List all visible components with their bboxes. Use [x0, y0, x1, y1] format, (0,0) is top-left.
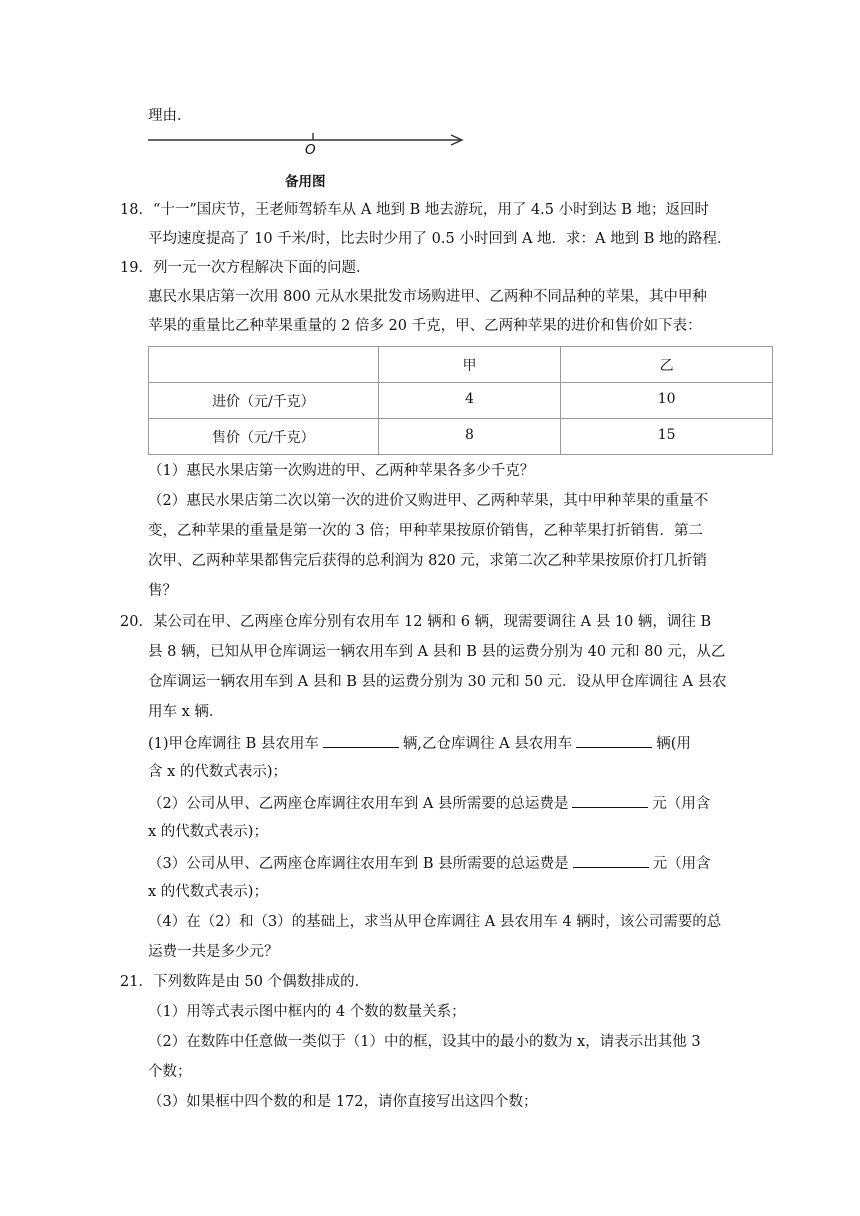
q20-line-2: 县 8 辆，已知从甲仓库调运一辆农用车到 A 县和 B 县的运费分别为 40 元和 80 元，从乙: [148, 644, 726, 660]
q20-part-3-a: （3）公司从甲、乙两座仓库调往农用车到 B 县所需要的总运费是: [148, 856, 569, 872]
q20-line-1: 20．某公司在甲、乙两座仓库分别有农用车 12 辆和 6 辆，现需要调往 A 县 10 辆，调往 B: [120, 614, 712, 630]
q21-part-2-line-1: （2）在数阵中任意做一类似于（1）中的框，设其中的最小的数为 x，请表示出其他 3: [148, 1034, 701, 1050]
table-cell: [149, 347, 379, 383]
table-cell: 4: [378, 383, 561, 419]
answer-blank[interactable]: [323, 732, 399, 748]
table-row: [149, 347, 773, 383]
table-cell: 甲: [378, 347, 561, 383]
table-cell: 乙: [561, 347, 773, 383]
q20-part-1-a: (1)甲仓库调往 B 县农用车: [148, 736, 319, 752]
table-cell: 8: [378, 419, 561, 455]
q19-line-1: 19．列一元一次方程解决下面的问题．: [120, 260, 371, 276]
q19-line-3: 苹果的重量比乙种苹果重量的 2 倍多 20 千克，甲、乙两种苹果的进价和售价如下表：: [148, 318, 702, 334]
answer-blank[interactable]: [572, 792, 648, 808]
q20-part-1: [148, 732, 691, 754]
q20-part-4-line-1: （4）在（2）和（3）的基础上，求当从甲仓库调往 A 县农用车 4 辆时，该公司需要的总: [148, 914, 722, 930]
q20-part-1-b: 辆,乙仓库调往 A 县农用车: [402, 736, 573, 752]
q21-line-1: 21．下列数阵是由 50 个偶数排成的．: [120, 974, 370, 990]
figure-caption: 备用图: [285, 174, 326, 190]
q21-part-3: （3）如果框中四个数的和是 172，请你直接写出这四个数；: [148, 1094, 538, 1110]
answer-blank[interactable]: [573, 852, 649, 868]
table-cell: 15: [561, 419, 773, 455]
q20-part-2-b: 元（用含: [652, 796, 711, 812]
q20-part-3-b: 元（用含: [652, 856, 711, 872]
answer-blank[interactable]: [576, 732, 652, 748]
q20-part-2-line-2: x 的代数式表示)；: [148, 824, 268, 840]
table-cell: 进价（元/千克）: [149, 383, 379, 419]
q18-line-1: 18．“十一”国庆节，王老师驾轿车从 A 地到 B 地去游玩，用了 4.5 小时到达 B 地；返回时: [120, 202, 709, 218]
q20-line-3: 仓库调运一辆农用车到 A 县和 B 县的运费分别为 30 元和 50 元．设从甲仓库调往 A 县农: [148, 674, 727, 690]
q19-part-2-line-4: 售？: [148, 583, 177, 599]
q19-part-1: （1）惠民水果店第一次购进的甲、乙两种苹果各多少千克？: [148, 463, 535, 479]
table-row: [149, 383, 773, 419]
q20-part-2: [148, 792, 710, 814]
table-cell: 售价（元/千克）: [149, 419, 379, 455]
q20-part-3-line-2: x 的代数式表示)；: [148, 884, 268, 900]
q20-part-4-line-2: 运费一共是多少元？: [148, 944, 279, 960]
q20-part-3: [148, 852, 711, 874]
q19-part-2-line-1: （2）惠民水果店第二次以第一次的进价又购进甲、乙两种苹果，其中甲种苹果的重量不: [148, 493, 709, 509]
q19-part-2-line-2: 变，乙种苹果的重量是第一次的 3 倍；甲种苹果按原价销售，乙种苹果打折销售．第二: [148, 523, 703, 539]
q18-line-2: 平均速度提高了 10 千米/时，比去时少用了 0.5 小时回到 A 地．求：A 地到 B 地的路程．: [148, 231, 732, 247]
table-row: [149, 419, 773, 455]
q20-part-1-c: 辆(用: [656, 736, 691, 752]
q19-line-2: 惠民水果店第一次用 800 元从水果批发市场购进甲、乙两种不同品种的苹果，其中甲种: [148, 289, 707, 305]
q19-part-2-line-3: 次甲、乙两种苹果都售完后获得的总利润为 820 元，求第二次乙种苹果按原价打几折销: [148, 553, 707, 569]
q20-part-2-a: （2）公司从甲、乙两座仓库调往农用车到 A 县所需要的总运费是: [148, 796, 569, 812]
reason-text: 理由．: [148, 108, 192, 124]
q20-line-4: 用车 x 辆．: [148, 704, 224, 720]
q21-part-2-line-2: 个数；: [148, 1064, 192, 1080]
price-table: [148, 346, 773, 455]
q21-part-1: （1）用等式表示图中框内的 4 个数的数量关系；: [148, 1004, 466, 1020]
origin-label: O: [305, 142, 316, 158]
table-cell: 10: [561, 383, 773, 419]
q20-part-1-line-2: 含 x 的代数式表示)；: [148, 764, 288, 780]
